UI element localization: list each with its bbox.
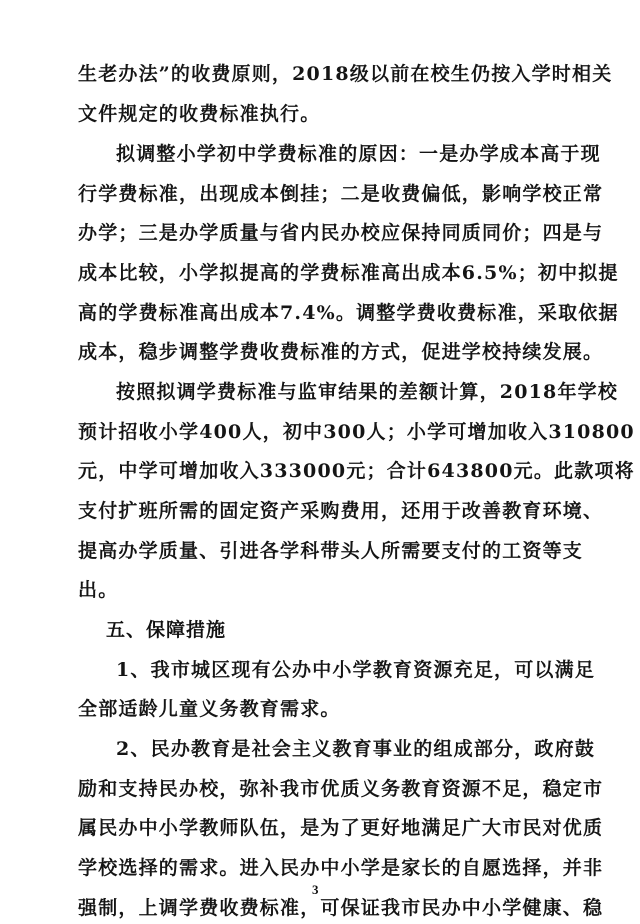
text-line: 全部适龄儿童义务教育需求。	[78, 698, 341, 720]
page-number: 3	[312, 882, 319, 897]
text-line: 提高办学质量、引进各学科带头人所需要支付的工资等支	[78, 540, 584, 562]
text-line: 强制，上调学费收费标准，可保证我市民办中小学健康、稳	[78, 897, 604, 919]
text-line: 拟调整小学初中学费标准的原因：一是办学成本高于现	[116, 143, 601, 165]
text-line: 支付扩班所需的固定资产采购费用，还用于改善教育环境、	[78, 500, 604, 522]
text-line: 学校选择的需求。进入民办中小学是家长的自愿选择，并非	[78, 857, 604, 879]
text-line: 出。	[78, 579, 119, 601]
text-line: 成本，稳步调整学费收费标准的方式，促进学校持续发展。	[78, 341, 604, 363]
text-line: 办学；三是办学质量与省内民办校应保持同质同价；四是与	[78, 222, 604, 244]
text-line: 1、我市城区现有公办中小学教育资源充足，可以满足	[116, 659, 596, 681]
text-line: 励和支持民办校，弥补我市优质义务教育资源不足，稳定市	[78, 778, 604, 800]
text-line: 行学费标准，出现成本倒挂；二是收费偏低，影响学校正常	[78, 183, 604, 205]
text-line: 生老办法”的收费原则，2018级以前在校生仍按入学时相关	[78, 63, 613, 85]
text-line: 文件规定的收费标准执行。	[78, 103, 321, 125]
text-line: 属民办中小学教师队伍，是为了更好地满足广大市民对优质	[78, 817, 604, 839]
text-line: 2、民办教育是社会主义教育事业的组成部分，政府鼓	[116, 738, 596, 760]
text-line: 高的学费标准高出成本7.4%。调整学费收费标准，采取依据	[78, 302, 619, 324]
text-line: 按照拟调学费标准与监审结果的差额计算，2018年学校	[116, 381, 619, 403]
section-heading: 五、保障措施	[106, 619, 227, 641]
text-line: 成本比较，小学拟提高的学费标准高出成本6.5%；初中拟提	[78, 262, 619, 284]
text-line: 元，中学可增加收入333000元；合计643800元。此款项将	[78, 460, 635, 482]
text-line: 预计招收小学400人，初中300人；小学可增加收入310800	[78, 421, 635, 443]
